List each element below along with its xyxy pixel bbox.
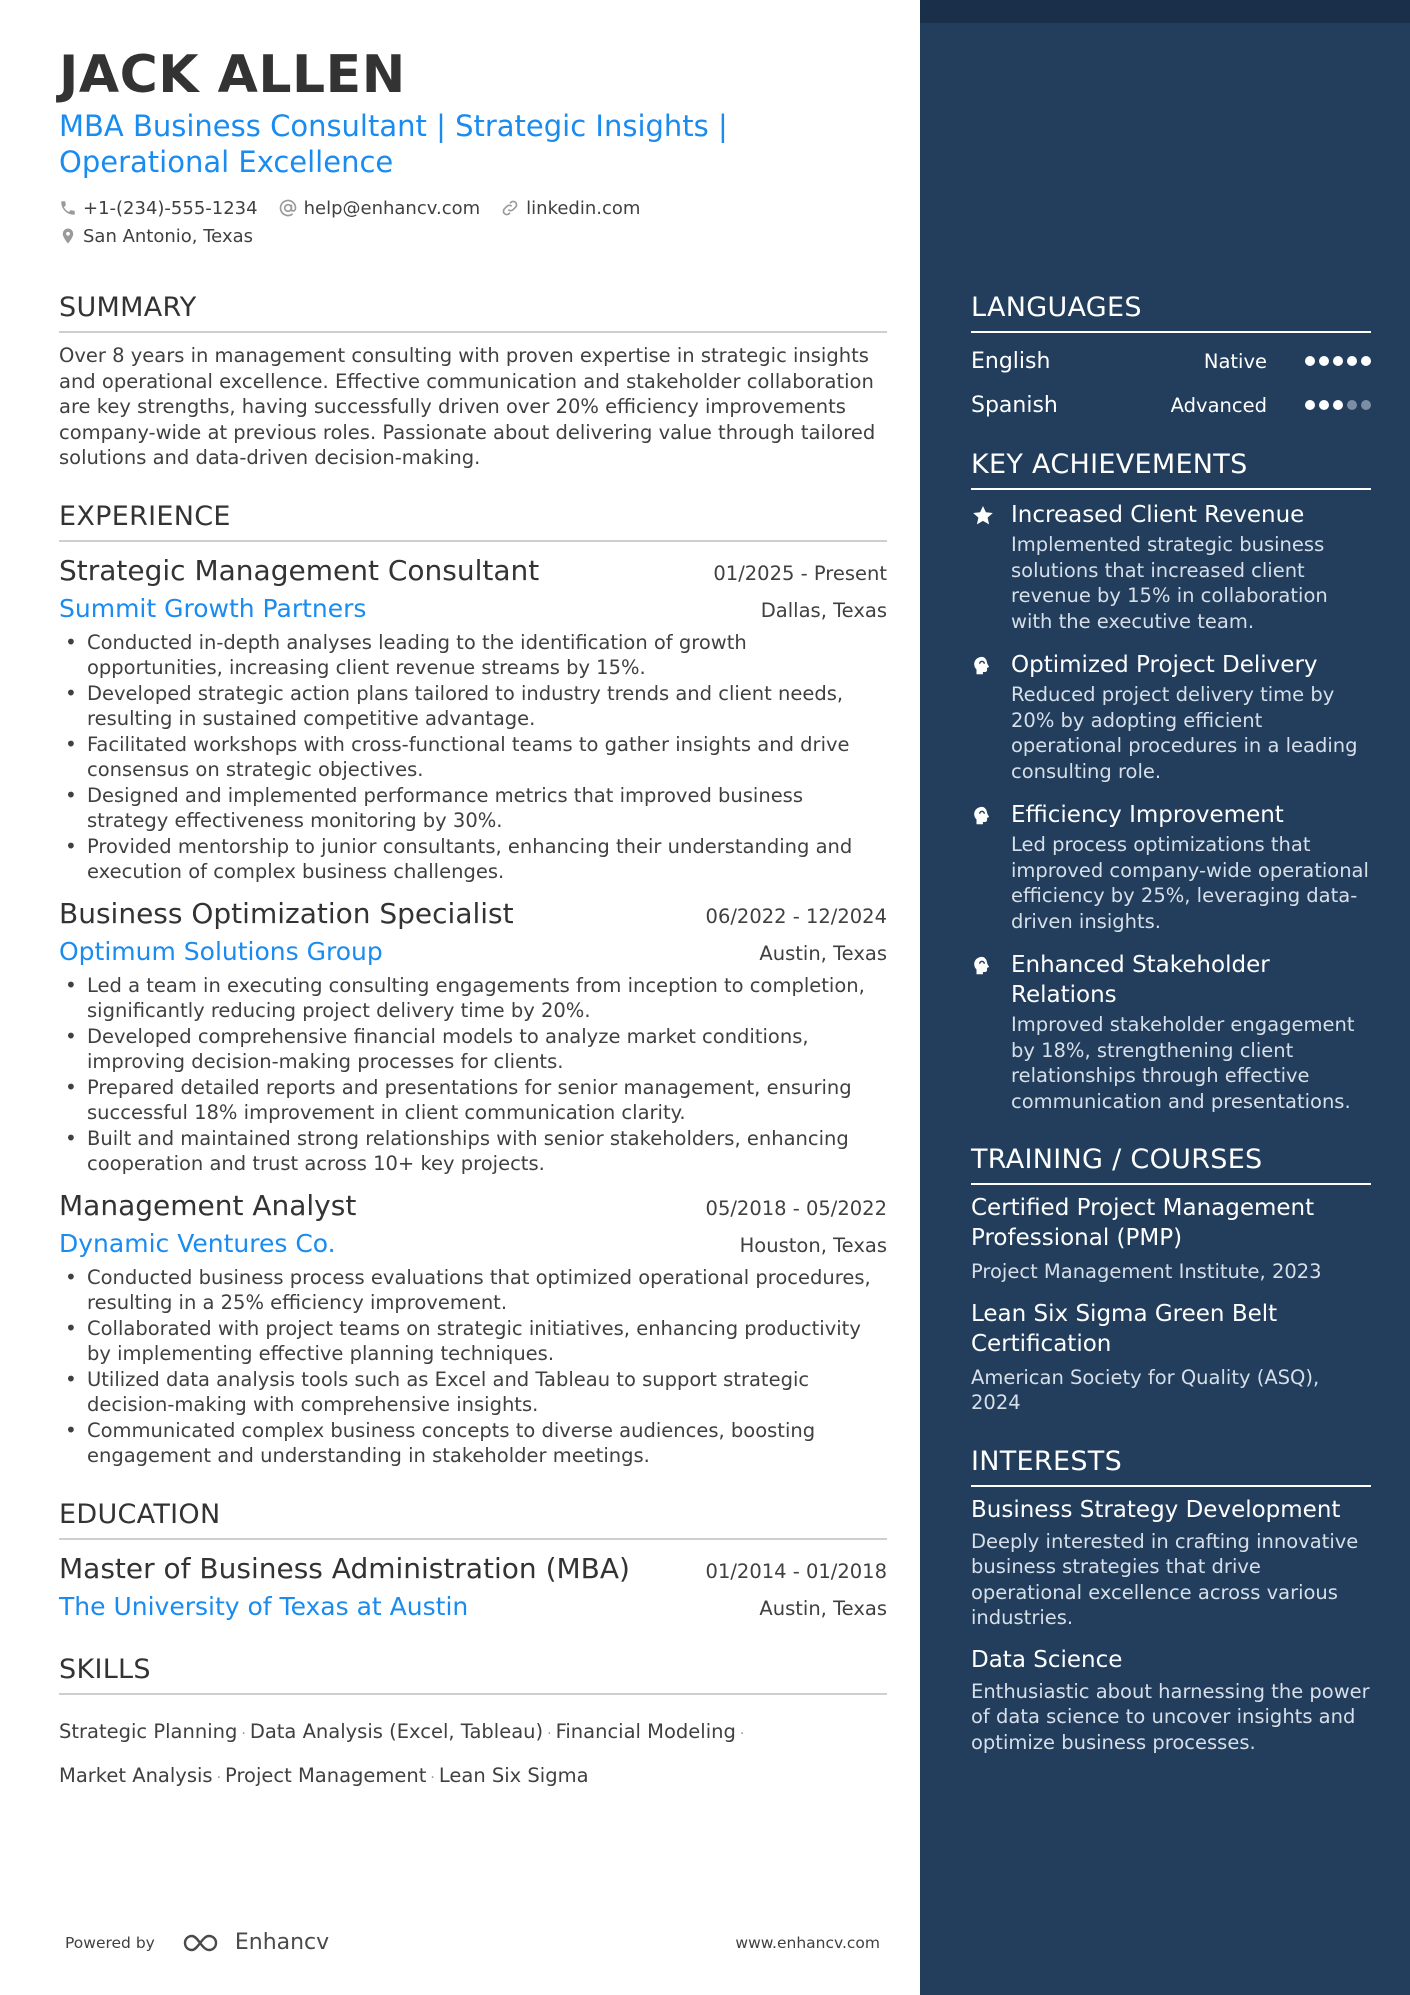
job-entry	[59, 552, 887, 885]
course-item	[971, 1299, 1371, 1416]
job-date: 01/2025 - Present	[713, 561, 887, 585]
company-name: Dynamic Ventures Co.	[59, 1228, 336, 1258]
achievement-item	[971, 650, 1371, 784]
achievement-title: Increased Client Revenue	[1011, 502, 1305, 528]
skill-item: Lean Six Sigma	[438, 1763, 589, 1787]
section-title: TRAINING / COURSES	[971, 1144, 1371, 1185]
job-entry	[59, 895, 887, 1177]
achievement-item	[971, 950, 1371, 1114]
section-title: EXPERIENCE	[59, 501, 887, 542]
headline-line: Operational Excellence	[59, 145, 394, 179]
contact-row	[59, 194, 887, 222]
bullet-item: • Developed strategic action plans tailored to industry trends and client needs, resulting in sustained competitive advantage.	[59, 681, 887, 732]
enhancv-logo[interactable]	[181, 1930, 329, 1955]
skill-item: Financial Modeling	[555, 1719, 736, 1743]
bullet-item: • Facilitated workshops with cross-functional teams to gather insights and drive consensus on strategic objectives.	[59, 732, 887, 783]
footer-branding	[65, 1930, 329, 1955]
skill-separator: ·	[216, 1769, 222, 1786]
contact-row	[59, 222, 887, 250]
job-title: Strategic Management Consultant	[59, 553, 540, 587]
link-icon	[500, 198, 520, 218]
job-title: Business Optimization Specialist	[59, 896, 514, 930]
job-date: 06/2022 - 12/2024	[705, 904, 887, 928]
degree-title: Master of Business Administration (MBA)	[59, 1551, 630, 1585]
section-title: SKILLS	[59, 1654, 887, 1695]
course-provider: Project Management Institute, 2023	[971, 1260, 1322, 1283]
section-title: SUMMARY	[59, 292, 887, 333]
education-entry	[59, 1550, 887, 1624]
phone-text: +1-(234)-555-1234	[83, 197, 258, 219]
job-subheader	[59, 935, 887, 969]
website-text: linkedin.com	[526, 197, 641, 219]
dot-empty	[1347, 400, 1357, 410]
candidate-name: JACK ALLEN	[59, 45, 406, 105]
location-contact	[59, 226, 253, 247]
achievement-desc: Reduced project delivery time by 20% by adopting efficient operational procedures in a leading consulting role.	[1011, 683, 1358, 783]
at-icon	[278, 198, 298, 218]
job-bullets	[59, 973, 887, 1177]
dot-empty	[1361, 400, 1371, 410]
summary-section	[59, 292, 887, 471]
location-pin-icon	[59, 226, 77, 246]
language-name: Spanish	[971, 392, 1058, 418]
contact-info	[59, 194, 887, 250]
brain-icon	[971, 954, 997, 1114]
bullet-item: • Designed and implemented performance metrics that improved business strategy effectiveness monitoring by 30%.	[59, 783, 887, 834]
skill-separator: ·	[241, 1725, 246, 1742]
section-title: KEY ACHIEVEMENTS	[971, 449, 1371, 490]
dot-filled	[1305, 400, 1315, 410]
bullet-item: • Conducted business process evaluations that optimized operational procedures, resulting in a 25% efficiency improvement.	[59, 1265, 887, 1316]
language-level: Advanced	[1170, 393, 1267, 417]
interest-title: Business Strategy Development	[971, 1496, 1341, 1523]
interest-title: Data Science	[971, 1646, 1123, 1673]
dot-filled	[1333, 400, 1343, 410]
language-row	[971, 383, 1371, 427]
job-bullets	[59, 630, 887, 885]
dot-filled	[1333, 356, 1343, 366]
headline-line: MBA Business Consultant | Strategic Insights |	[59, 109, 728, 143]
skill-item: Project Management	[225, 1763, 427, 1787]
skill-item: Strategic Planning	[59, 1719, 238, 1743]
job-location: Dallas, Texas	[760, 598, 887, 622]
proficiency-dots	[1301, 356, 1371, 366]
phone-contact[interactable]	[59, 198, 258, 219]
website-contact[interactable]	[500, 198, 640, 219]
email-contact[interactable]	[278, 198, 481, 219]
training-section	[971, 1144, 1371, 1416]
company-name: Optimum Solutions Group	[59, 936, 383, 966]
bullet-item: • Developed comprehensive financial models to analyze market conditions, improving decision-making processes for clients.	[59, 1024, 887, 1075]
skill-separator: ·	[547, 1725, 552, 1742]
achievement-desc: Implemented strategic business solutions that increased client revenue by 15% in collaboration with the executive team.	[1011, 533, 1328, 633]
job-date: 05/2018 - 05/2022	[705, 1196, 887, 1220]
skill-item: Market Analysis	[59, 1763, 213, 1787]
achievement-item	[971, 800, 1371, 934]
language-row	[971, 339, 1371, 383]
interests-section	[971, 1446, 1371, 1756]
achievement-title: Optimized Project Delivery	[1011, 652, 1318, 678]
bullet-item: • Utilized data analysis tools such as Excel and Tableau to support strategic decision-making with comprehensive insights.	[59, 1367, 887, 1418]
main-column	[59, 44, 887, 1799]
dot-filled	[1305, 356, 1315, 366]
sidebar-content	[971, 292, 1371, 1755]
sidebar-top-bar	[920, 0, 1410, 23]
achievement-item	[971, 500, 1371, 634]
job-subheader	[59, 1227, 887, 1261]
school-name: The University of Texas at Austin	[59, 1591, 469, 1621]
skill-separator: ·	[739, 1725, 745, 1742]
email-text: help@enhancv.com	[303, 197, 481, 219]
brain-icon	[971, 804, 997, 934]
job-location: Houston, Texas	[739, 1233, 887, 1257]
interest-item	[971, 1495, 1371, 1631]
course-provider: American Society for Quality (ASQ), 2024	[971, 1365, 1320, 1414]
bullet-item: • Communicated complex business concepts to diverse audiences, boosting engagement and understanding in stakeholder meetings.	[59, 1418, 887, 1469]
dot-filled	[1319, 400, 1329, 410]
dot-filled	[1347, 356, 1357, 366]
brain-icon	[971, 654, 997, 784]
skills-section	[59, 1654, 887, 1799]
language-level: Native	[1203, 349, 1267, 373]
education-subheader	[59, 1590, 887, 1624]
section-title: EDUCATION	[59, 1499, 887, 1540]
job-entry	[59, 1187, 887, 1469]
job-subheader	[59, 592, 887, 626]
interest-desc: Enthusiastic about harnessing the power of data science to uncover insights and optimize business processes.	[971, 1679, 1370, 1754]
languages-section	[971, 292, 1371, 427]
bullet-item: • Collaborated with project teams on strategic initiatives, enhancing productivity by implementing effective planning techniques.	[59, 1316, 887, 1367]
achievement-title: Enhanced Stakeholder Relations	[1011, 952, 1270, 1008]
skill-item: Data Analysis (Excel, Tableau)	[249, 1719, 544, 1743]
bullet-item: • Provided mentorship to junior consultants, enhancing their understanding and execution of complex business challenges.	[59, 834, 887, 885]
star-icon	[971, 504, 997, 634]
phone-icon	[59, 199, 77, 217]
bullet-item: • Conducted in-depth analyses leading to the identification of growth opportunities, increasing client revenue streams by 15%.	[59, 630, 887, 681]
skills-list	[59, 1711, 819, 1799]
course-item	[971, 1193, 1371, 1285]
job-location: Austin, Texas	[759, 941, 887, 965]
achievements-section	[971, 449, 1371, 1114]
education-header	[59, 1550, 887, 1588]
company-name: Summit Growth Partners	[59, 593, 367, 623]
dot-filled	[1361, 356, 1371, 366]
school-location: Austin, Texas	[759, 1596, 887, 1620]
experience-section	[59, 501, 887, 1469]
language-name: English	[971, 348, 1051, 374]
section-title: INTERESTS	[971, 1446, 1371, 1487]
bullet-item: • Built and maintained strong relationships with senior stakeholders, enhancing cooperation and trust across 10+ key projects.	[59, 1126, 887, 1177]
dot-filled	[1319, 356, 1329, 366]
job-header	[59, 1187, 887, 1225]
job-title: Management Analyst	[59, 1188, 357, 1222]
achievement-title: Efficiency Improvement	[1011, 802, 1284, 828]
interest-item	[971, 1645, 1371, 1756]
achievement-desc: Improved stakeholder engagement by 18%, strengthening client relationships through effective communication and presentations.	[1011, 1013, 1355, 1113]
powered-by-label: Powered by	[65, 1933, 155, 1952]
education-date: 01/2014 - 01/2018	[705, 1559, 887, 1583]
course-title: Certified Project Management Professional (PMP)	[971, 1195, 1315, 1251]
brand-name: Enhancv	[234, 1930, 330, 1955]
section-title: LANGUAGES	[971, 292, 1371, 333]
bullet-item: • Prepared detailed reports and presentations for senior management, ensuring successful 18% improvement in client communication clarity.	[59, 1075, 887, 1126]
footer	[65, 1930, 880, 1955]
proficiency-dots	[1301, 400, 1371, 410]
job-bullets	[59, 1265, 887, 1469]
bullet-item: • Led a team in executing consulting engagements from inception to completion, significantly reducing project delivery time by 20%.	[59, 973, 887, 1024]
job-header	[59, 895, 887, 933]
education-section	[59, 1499, 887, 1624]
course-title: Lean Six Sigma Green Belt Certification	[971, 1300, 1278, 1357]
achievement-desc: Led process optimizations that improved company-wide operational efficiency by 25%, leveraging data-driven insights.	[1011, 833, 1369, 933]
headline	[59, 108, 799, 180]
summary-text: Over 8 years in management consulting with proven expertise in strategic insights and operational excellence. Effective communication and stakeholder collaboration are key strengths, having successfully driven over 20% efficiency improvements company-wide at previous roles. Passionate about delivering value through tailored solutions and data-driven decision-making.	[59, 344, 876, 469]
sidebar	[920, 0, 1410, 1995]
footer-url[interactable]: www.enhancv.com	[735, 1933, 880, 1952]
location-text: San Antonio, Texas	[83, 225, 253, 247]
infinity-logo-icon	[181, 1931, 227, 1955]
interest-desc: Deeply interested in crafting innovative business strategies that drive operational excellence across various industries.	[971, 1529, 1359, 1629]
job-header	[59, 552, 887, 590]
skill-separator: ·	[430, 1769, 435, 1786]
